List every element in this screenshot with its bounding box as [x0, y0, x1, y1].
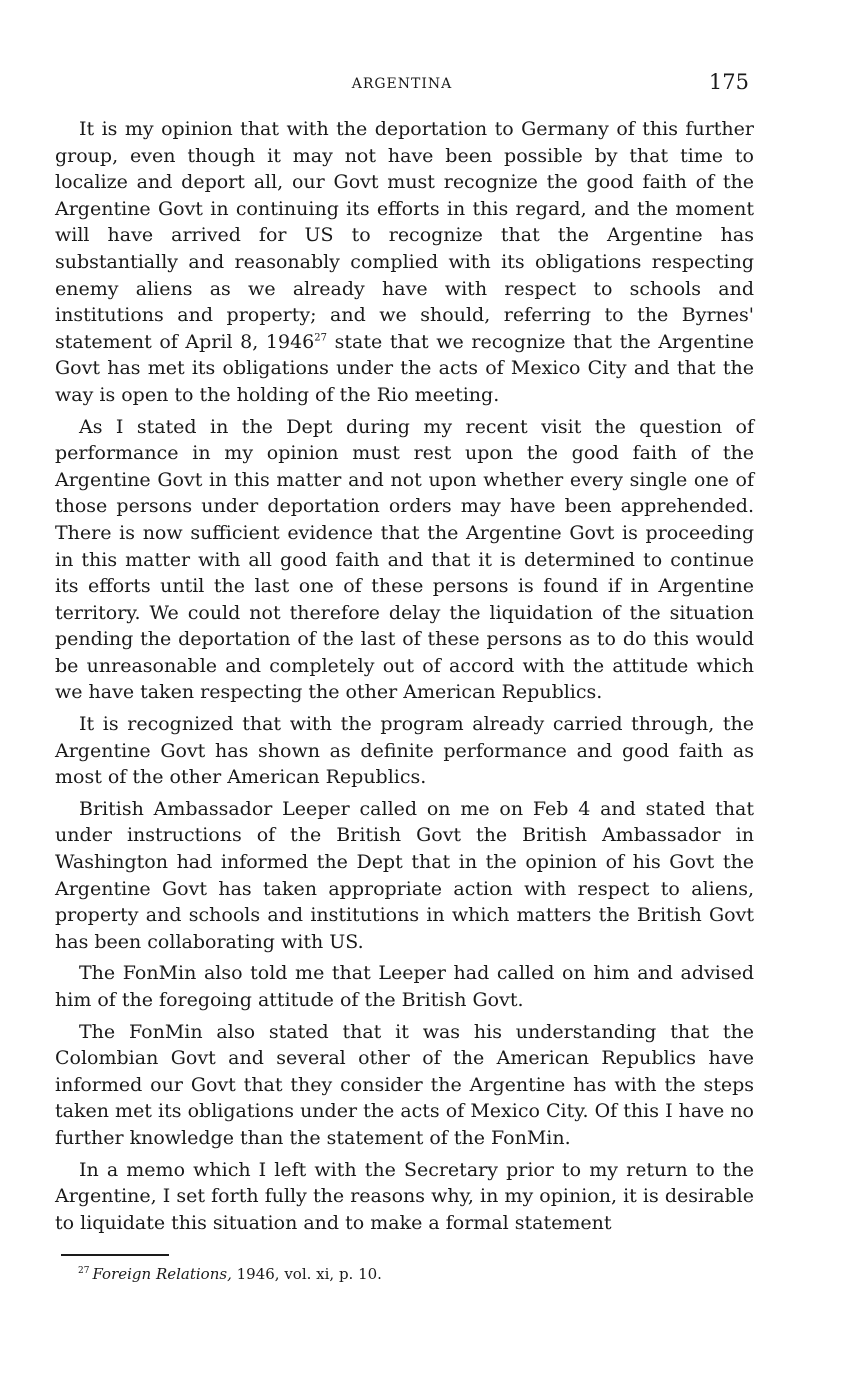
- footnote-citation: 1946, vol. xi, p. 10.: [231, 1265, 382, 1283]
- paragraph-1: [55, 116, 754, 409]
- paragraph-4: British Ambassador Leeper called on me on Feb 4 and stated that under instructions of the British Govt the British Ambassador in Washington had informed the Dept that in the opinion of his Govt the Argentine Govt has taken appropriate action with respect to aliens, property and schools and institutions in which matters the British Govt has been collaborating with US.: [55, 797, 754, 953]
- page-header-title: ARGENTINA: [351, 76, 453, 92]
- paragraph-7: In a memo which I left with the Secretary prior to my return to the Argentine, I set forth fully the reasons why, in my opinion, it is desirable to liquidate this situation and to make a formal statement: [55, 1158, 754, 1234]
- running-header: [0, 72, 859, 102]
- page-number: 175: [708, 70, 749, 94]
- footnote-mark: 27: [78, 1266, 90, 1276]
- paragraph-3: It is recognized that with the program already carried through, the Argentine Govt has shown as definite performance and good faith as most of the other American Republics.: [55, 713, 754, 789]
- paragraph-1-text-cont: state that we recognize that the Argentine Govt has met its obligations under the acts of Mexico City and that the way is open to the holding of the Rio meeting.: [55, 330, 754, 406]
- paragraph-5: The FonMin also told me that Leeper had called on him and advised him of the foregoing attitude of the British Govt.: [55, 962, 754, 1011]
- paragraph-1-text: It is my opinion that with the deportation to Germany of this further group, even though it may not have been possible by that time to localize and deport all, our Govt must recognize the good faith of the Argentine Govt in continuing its efforts in this regard, and the moment will have arrived for US to recognize that the Argentine has substantially and reasonably complied with its obligations respecting enemy aliens as we already have with respect to schools and institutions and property; and we should, referring to the Byrnes' statement of April 8, 1946: [55, 118, 754, 353]
- body-text: [55, 116, 754, 1241]
- paragraph-6: The FonMin also stated that it was his understanding that the Colombian Govt and several other of the American Republics have informed our Govt that they consider the Argentine has with the steps taken met its obligations under the acts of Mexico City. Of this I have no further knowledge than the statement of the FonMin.: [55, 1020, 754, 1149]
- paragraph-2: As I stated in the Dept during my recent visit the question of performance in my opinion must rest upon the good faith of the Argentine Govt in this matter and not upon whether every single one of those persons under deportation orders may have been apprehended. There is now sufficient evidence that the Argentine Govt is proceeding in this matter with all good faith and that it is determined to continue its efforts until the last one of these persons is found if in Argentine territory. We could not therefore delay the liquidation of the situation pending the deportation of the last of these persons as to do this would be unreasonable and completely out of accord with the attitude which we have taken respecting the other American Republics.: [55, 415, 754, 704]
- footnote: [78, 1262, 382, 1286]
- footnote-divider: [61, 1254, 169, 1256]
- footnote-reference: 27: [314, 332, 327, 344]
- footnote-source: Foreign Relations,: [92, 1265, 232, 1283]
